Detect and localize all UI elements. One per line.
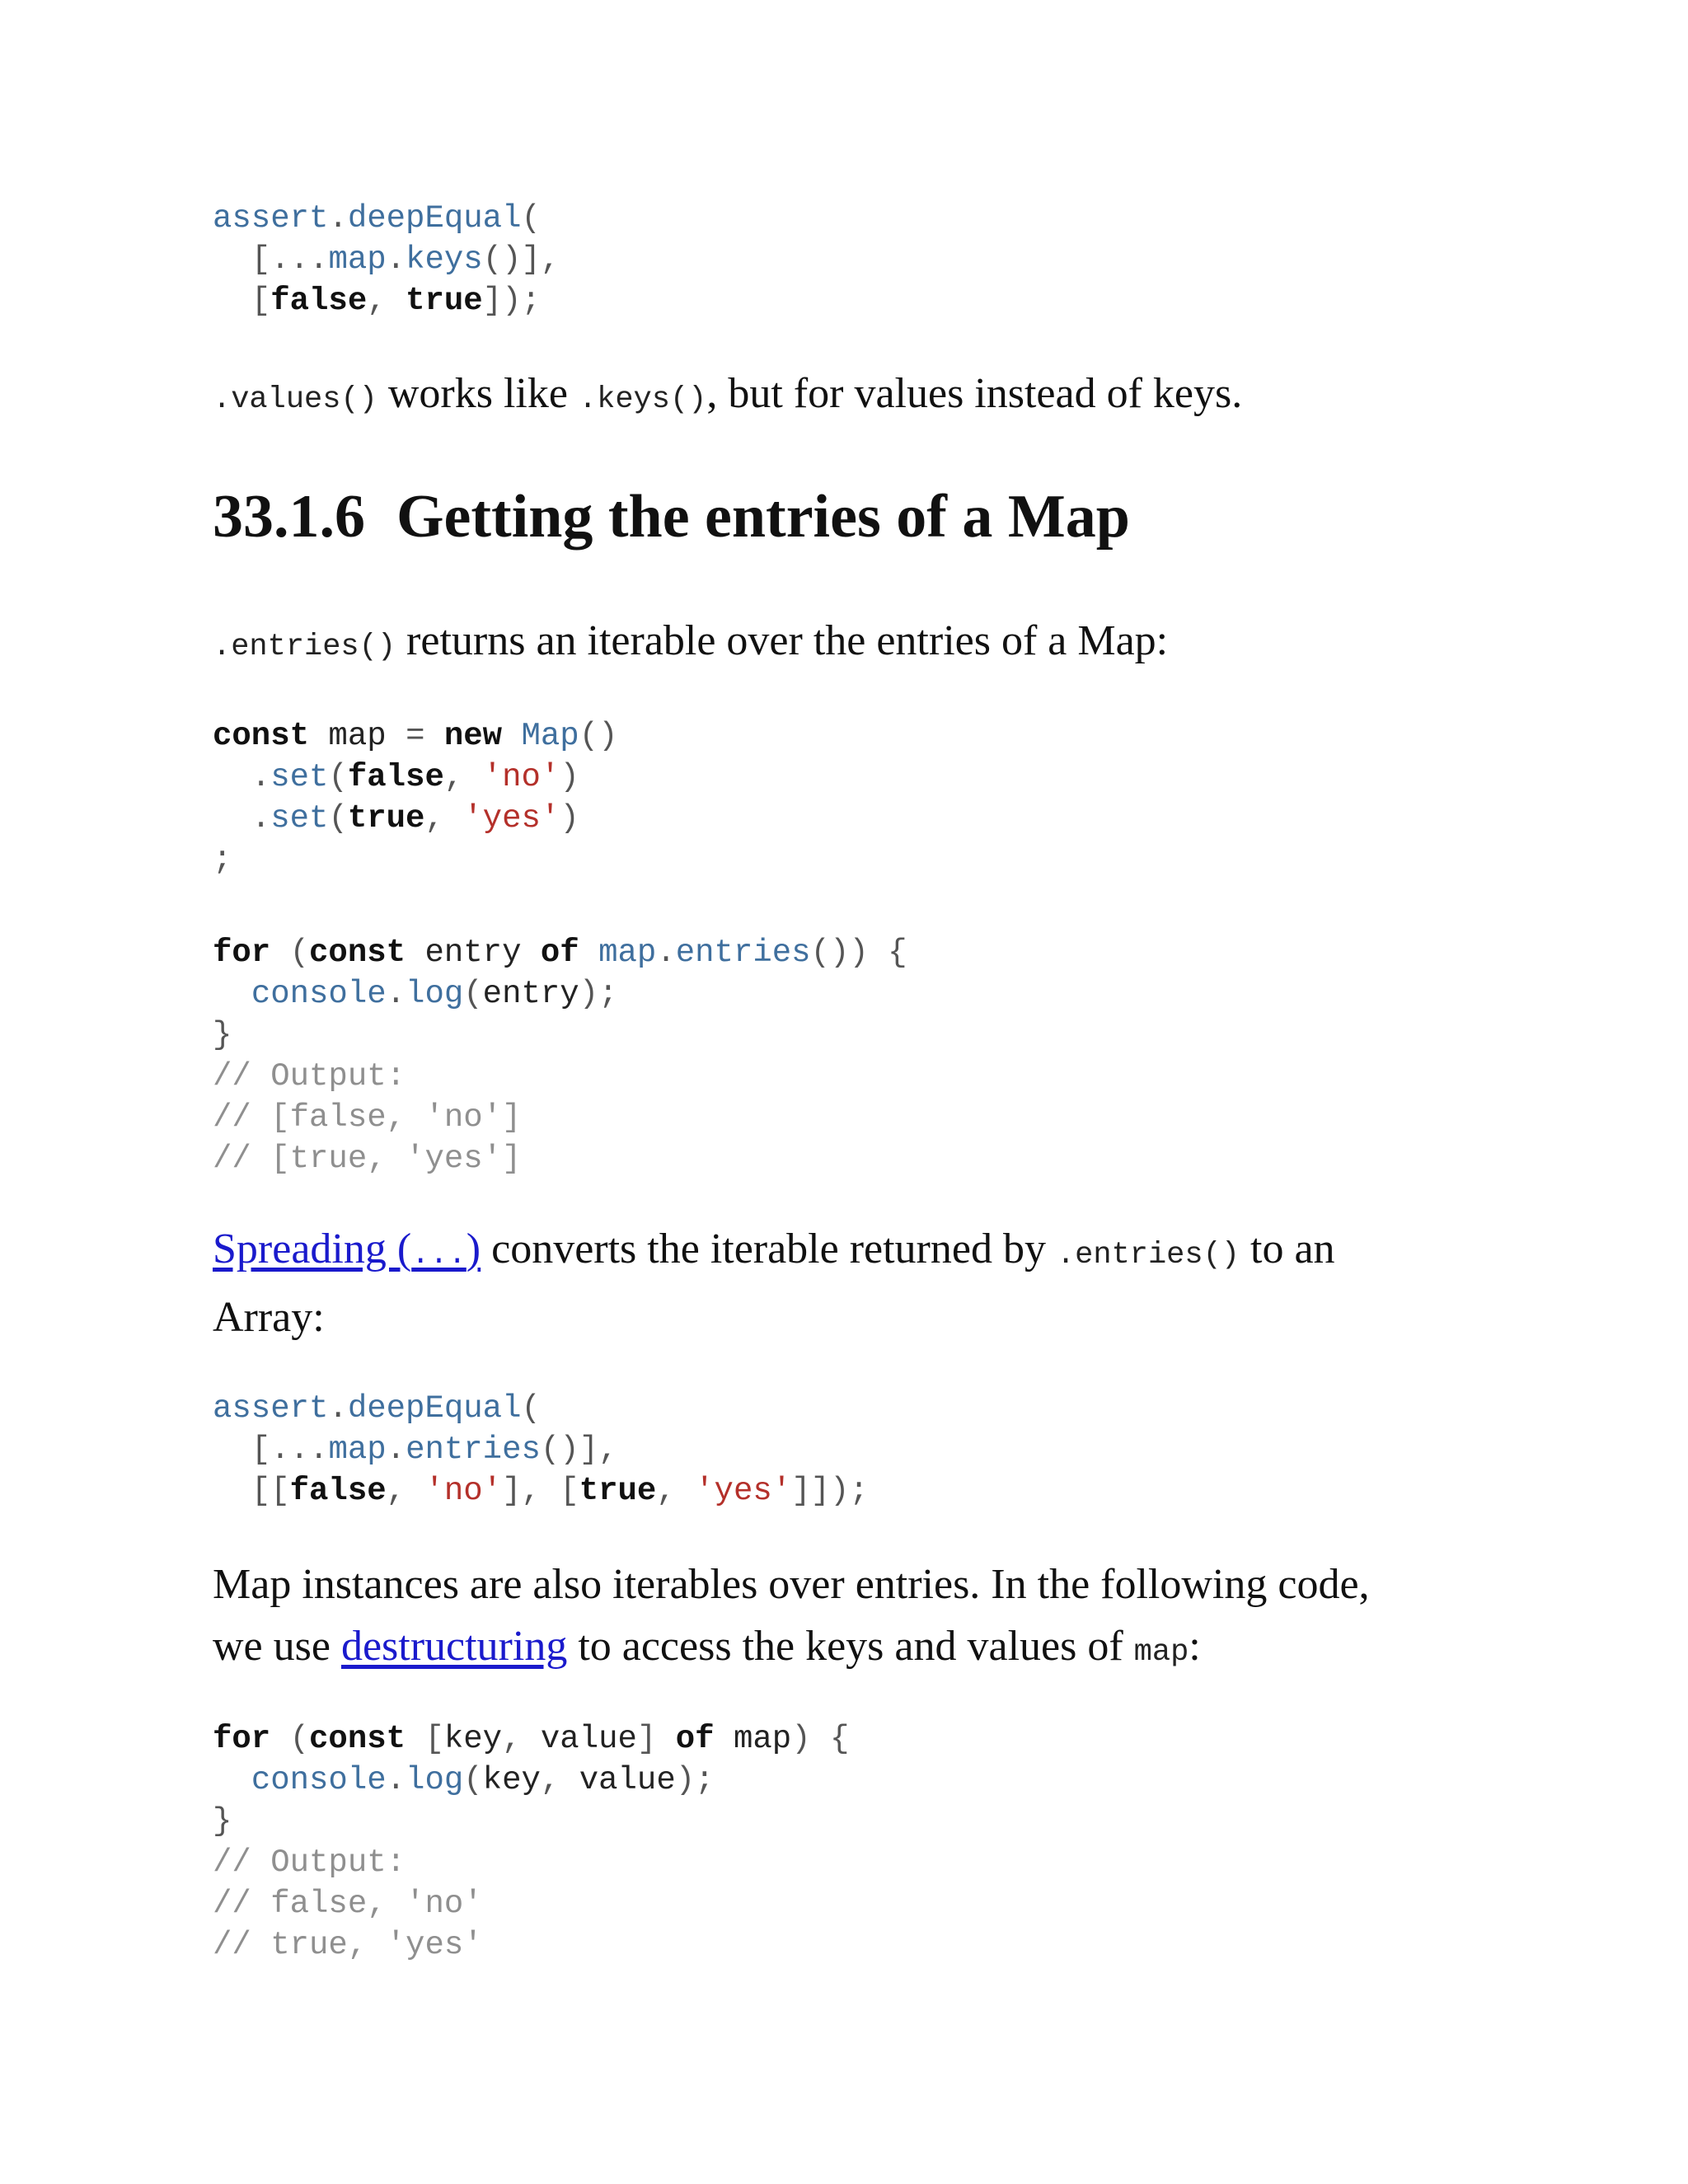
code-token: ) {	[791, 1721, 850, 1757]
code-token: // false, 'no'	[213, 1886, 483, 1922]
section-number: 33.1.6	[213, 483, 365, 551]
paragraph-text: we use	[213, 1623, 341, 1670]
inline-code: .entries()	[1056, 1238, 1240, 1272]
code-token: log	[406, 976, 464, 1012]
code-token	[424, 718, 443, 754]
code-map-setup	[213, 715, 618, 880]
code-token: deepEqual	[347, 1390, 522, 1427]
code-token: 'yes'	[463, 800, 560, 837]
code-token: [	[424, 1721, 444, 1757]
code-token: ()],	[482, 241, 560, 278]
code-line	[213, 839, 618, 880]
code-token: // Output:	[213, 1844, 406, 1881]
code-token: assert	[213, 200, 329, 237]
code-line	[213, 1015, 907, 1056]
section-heading	[213, 480, 1130, 554]
code-token: assert	[213, 1390, 329, 1427]
code-token: keys	[406, 241, 483, 278]
code-line	[213, 1760, 849, 1801]
code-token: of	[540, 935, 579, 971]
code-token: true	[347, 800, 425, 837]
code-token: // [true, 'yes']	[213, 1141, 522, 1177]
code-token: const	[309, 935, 406, 971]
code-token	[213, 976, 251, 1012]
code-line	[213, 1388, 869, 1429]
code-line	[213, 757, 618, 798]
code-token: ]	[636, 1721, 657, 1757]
code-line	[213, 239, 560, 280]
code-token: ]]);	[791, 1473, 869, 1509]
code-token: value	[579, 1762, 676, 1798]
code-line	[213, 1718, 849, 1760]
code-token: 'no'	[482, 759, 560, 795]
link-spreading[interactable]	[213, 1226, 481, 1272]
code-token	[502, 718, 521, 754]
code-token: map	[309, 718, 406, 754]
code-token: of	[675, 1721, 715, 1757]
paragraph-text: :	[1189, 1623, 1201, 1670]
code-token: .	[251, 800, 271, 837]
link-code: ...	[411, 1238, 467, 1272]
code-token	[579, 935, 598, 971]
code-token: key	[443, 1721, 503, 1757]
code-destructuring-loop	[213, 1718, 849, 1966]
code-token: .	[251, 759, 271, 795]
code-token: // Output:	[213, 1058, 406, 1094]
paragraph-text: works like	[377, 370, 579, 417]
code-token: ,	[443, 759, 483, 795]
code-token: [...	[251, 1432, 329, 1468]
code-token: ()],	[540, 1432, 618, 1468]
code-token: ,	[424, 800, 464, 837]
code-token: .	[386, 1762, 406, 1798]
code-token: // true, 'yes'	[213, 1927, 483, 1963]
paragraph-text: to an	[1240, 1226, 1335, 1272]
code-token: Map	[521, 718, 579, 754]
code-token	[270, 935, 289, 971]
code-token	[213, 1432, 251, 1468]
code-line	[213, 1470, 869, 1511]
code-token: 'yes'	[695, 1473, 792, 1509]
code-token: (	[289, 935, 310, 971]
code-token: );	[579, 976, 618, 1012]
code-token: .	[386, 976, 406, 1012]
code-token	[213, 1762, 251, 1798]
code-token: set	[270, 800, 329, 837]
code-line	[213, 932, 907, 973]
code-token: console	[251, 1762, 387, 1798]
paragraph-text: to access the keys and values of	[567, 1623, 1134, 1670]
code-token: (	[328, 759, 348, 795]
code-token	[213, 800, 251, 837]
destructuring-note	[213, 1554, 1370, 1684]
code-token: =	[406, 718, 425, 754]
spreading-note	[213, 1218, 1335, 1348]
code-token: 'no'	[424, 1473, 503, 1509]
code-token: ,	[367, 283, 406, 319]
code-token	[213, 1473, 251, 1509]
link-destructuring[interactable]	[341, 1623, 567, 1670]
code-token: key	[482, 1762, 541, 1798]
paragraph-text: returns an iterable over the entries of a Map:	[396, 617, 1169, 664]
code-token: false	[289, 1473, 387, 1509]
code-token: .	[386, 1432, 406, 1468]
code-token: entries	[675, 935, 811, 971]
paragraph-text: Array:	[213, 1294, 325, 1341]
code-token: ], [	[502, 1473, 579, 1509]
code-token: ,	[386, 1473, 425, 1509]
code-token: map	[328, 1432, 387, 1468]
code-token: value	[540, 1721, 637, 1757]
code-token: .	[386, 241, 406, 278]
code-token: entries	[406, 1432, 541, 1468]
entries-intro	[213, 610, 1168, 678]
code-token	[213, 759, 251, 795]
code-token	[406, 1721, 424, 1757]
code-token: set	[270, 759, 329, 795]
code-token: const	[213, 718, 310, 754]
code-token: }	[213, 1803, 232, 1840]
code-token: map	[714, 1721, 792, 1757]
code-token: );	[675, 1762, 715, 1798]
code-token: ()	[579, 718, 618, 754]
code-line	[213, 973, 907, 1015]
paragraph-text: converts the iterable returned by	[481, 1226, 1057, 1272]
code-token: false	[270, 283, 368, 319]
code-token: const	[309, 1721, 406, 1757]
code-token: true	[579, 1473, 657, 1509]
code-line	[213, 798, 618, 839]
code-entries-loop	[213, 932, 907, 1179]
inline-code: .keys()	[578, 382, 707, 417]
paragraph-text: Map instances are also iterables over entries. In the following code,	[213, 1561, 1370, 1608]
code-token	[213, 283, 251, 319]
code-token: )	[560, 759, 579, 795]
code-token: deepEqual	[347, 200, 522, 237]
code-token	[656, 1721, 675, 1757]
code-token: false	[347, 759, 444, 795]
code-token: [...	[251, 241, 329, 278]
code-token: ,	[540, 1762, 579, 1798]
code-token: (	[463, 1762, 483, 1798]
code-token: [[	[251, 1473, 290, 1509]
code-line	[213, 1429, 869, 1470]
code-token: .	[656, 935, 676, 971]
inline-code: map	[1133, 1635, 1189, 1670]
code-token: ]);	[482, 283, 541, 319]
code-token: ;	[213, 841, 232, 878]
code-token: .	[328, 200, 348, 237]
code-token: entry	[406, 935, 541, 971]
code-line	[213, 280, 560, 321]
code-token: new	[443, 718, 503, 754]
code-token: ,	[502, 1721, 541, 1757]
code-token: (	[328, 800, 348, 837]
code-token: ()) {	[810, 935, 907, 971]
code-line	[213, 715, 618, 757]
code-token: log	[406, 1762, 464, 1798]
code-token	[270, 1721, 289, 1757]
code-token: }	[213, 1017, 232, 1053]
code-line	[213, 1842, 849, 1883]
code-token: entry	[482, 976, 579, 1012]
code-token: (	[521, 1390, 541, 1427]
code-line	[213, 1138, 907, 1179]
code-token: (	[289, 1721, 310, 1757]
code-token: console	[251, 976, 387, 1012]
code-token: (	[521, 200, 541, 237]
code-line	[213, 1883, 849, 1924]
code-token: ,	[656, 1473, 696, 1509]
code-token: for	[213, 1721, 271, 1757]
inline-code: .values()	[213, 382, 377, 417]
code-token	[213, 241, 251, 278]
inline-code: .entries()	[213, 630, 396, 664]
paragraph-text: , but for values instead of keys.	[706, 370, 1243, 417]
code-line	[213, 1924, 849, 1966]
code-line	[213, 198, 560, 239]
code-entries-assert	[213, 1388, 869, 1511]
code-token: // [false, 'no']	[213, 1099, 522, 1136]
code-token: map	[598, 935, 657, 971]
link-text: Spreading (	[213, 1226, 412, 1272]
section-title: Getting the entries of a Map	[396, 483, 1130, 551]
code-line	[213, 1097, 907, 1138]
code-keys-assert	[213, 198, 560, 321]
code-token: true	[406, 283, 483, 319]
values-note	[213, 363, 1242, 431]
code-token: map	[328, 241, 387, 278]
link-text: destructuring	[340, 1623, 568, 1670]
code-line	[213, 1056, 907, 1097]
code-token: (	[463, 976, 483, 1012]
link-text: )	[466, 1226, 481, 1272]
code-token: )	[560, 800, 579, 837]
code-token: for	[213, 935, 271, 971]
code-token: [	[251, 283, 271, 319]
code-token: .	[328, 1390, 348, 1427]
code-line	[213, 1801, 849, 1842]
